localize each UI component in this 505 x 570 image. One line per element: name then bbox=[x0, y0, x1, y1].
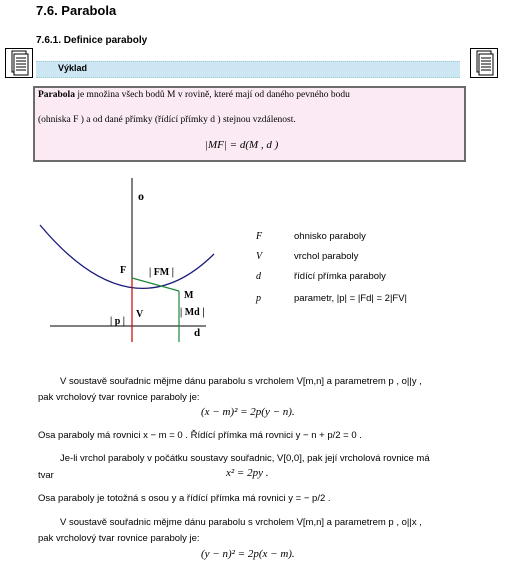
paragraph-5-line-2: pak vrcholový tvar rovnice paraboly je: bbox=[38, 533, 200, 544]
legend-symbol: F bbox=[256, 231, 263, 242]
definition-line-2: (ohniska F ) a od dané přímky (řídící přímky d ) stejnou vzdálenost. bbox=[38, 115, 296, 125]
fm-label: | FM | bbox=[149, 267, 174, 278]
axis-label-o: o bbox=[138, 189, 144, 203]
p-label: | p | bbox=[110, 316, 125, 327]
definition-formula: |MF| = d(M , d ) bbox=[205, 139, 279, 151]
banner-label: Výklad bbox=[58, 63, 88, 73]
equation-3: (y − n)² = 2p(x − m). bbox=[201, 548, 295, 560]
section-subtitle: 7.6.1. Definice paraboly bbox=[36, 35, 148, 46]
point-m-label: M bbox=[184, 290, 194, 301]
parabola-curve bbox=[40, 225, 214, 288]
legend-text: ohnisko paraboly bbox=[294, 231, 366, 242]
md-label: | Md | bbox=[180, 307, 205, 318]
paragraph-2: Osa paraboly má rovnici x − m = 0 . Řídící přímka má rovnici y − n + p/2 = 0 . bbox=[38, 430, 362, 441]
legend-symbol: d bbox=[256, 271, 261, 282]
legend-text: vrchol paraboly bbox=[294, 251, 359, 262]
paragraph-4: Osa paraboly je totožná s osou y a řídící přímka má rovnici y = − p/2 . bbox=[38, 493, 331, 504]
document-icon bbox=[470, 48, 498, 78]
definition-term: Parabola bbox=[38, 90, 75, 100]
paragraph-3-line-2: tvar bbox=[38, 470, 54, 481]
definition-text-1: je množina všech bodů M v rovině, které mají od daného pevného bodu bbox=[74, 90, 350, 100]
directrix-label: d bbox=[194, 327, 201, 339]
segment-FM bbox=[132, 278, 179, 291]
section-title: 7.6. Parabola bbox=[36, 3, 117, 18]
vertex-label: V bbox=[136, 309, 144, 320]
paragraph-5-line-1: V soustavě souřadnic mějme dánu parabolu s vrcholem V[m,n] a parametrem p , o||x , bbox=[60, 517, 422, 528]
equation-1: (x − m)² = 2p(y − n). bbox=[201, 406, 295, 418]
equation-2: x² = 2py . bbox=[226, 467, 269, 479]
section-banner bbox=[36, 61, 460, 78]
legend-text: řídící přímka paraboly bbox=[294, 271, 386, 282]
paragraph-3-line-1: Je-li vrchol paraboly v počátku soustavy souřadnic, V[0,0], pak její vrcholová rovnice má bbox=[60, 453, 430, 464]
paragraph-1-line-1: V soustavě souřadnic mějme dánu parabolu s vrcholem V[m,n] a parametrem p , o||y , bbox=[60, 376, 422, 387]
legend-symbol: p bbox=[256, 293, 261, 304]
focus-label: F bbox=[120, 265, 127, 276]
document-icon bbox=[5, 48, 33, 78]
legend-text: parametr, |p| = |Fd| = 2|FV| bbox=[294, 293, 408, 304]
definition-line-1 bbox=[38, 90, 350, 100]
paragraph-1-line-2: pak vrcholový tvar rovnice paraboly je: bbox=[38, 392, 200, 403]
legend-symbol: V bbox=[256, 251, 263, 262]
